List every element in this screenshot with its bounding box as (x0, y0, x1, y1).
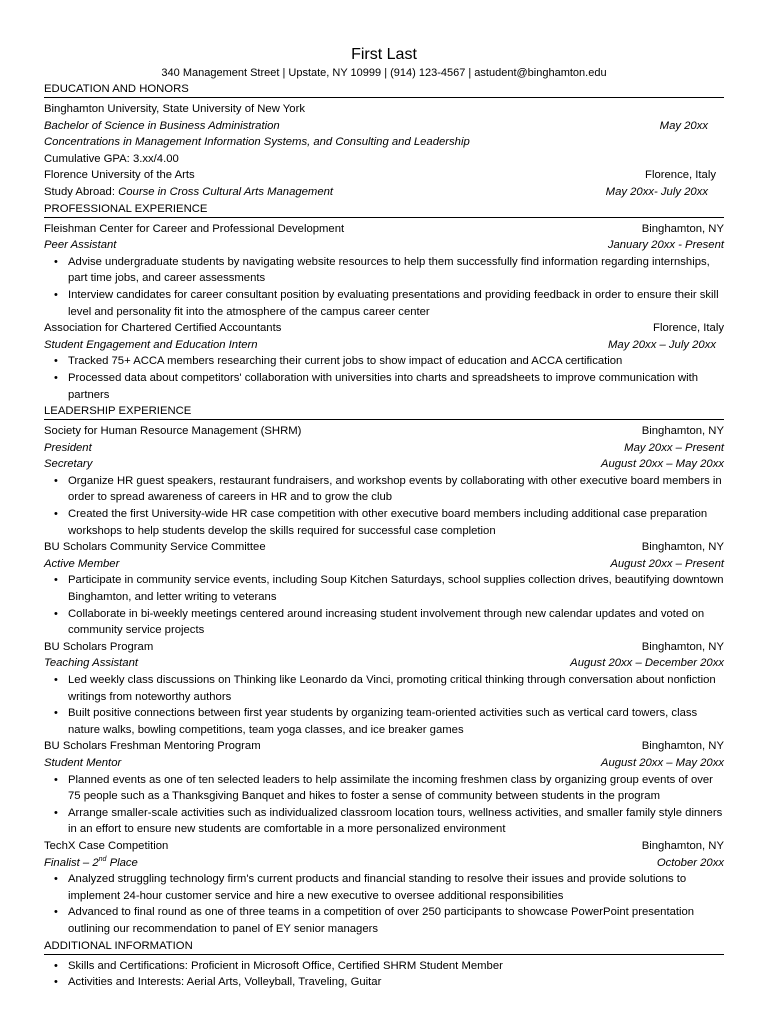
bullet-item: • Advise undergraduate students by navigating website resources to help them successfully find information regarding internships, part time jobs, and career assessments (66, 254, 724, 287)
job-date: January 20xx - Present (607, 239, 724, 252)
job-header-row (44, 639, 724, 656)
role-superscript: nd (98, 855, 107, 863)
job-org: Association for Chartered Certified Accountants (44, 322, 282, 335)
job-org: Society for Human Resource Management (SHRM) (44, 425, 302, 438)
bullet-item: • Arrange smaller-scale activities such as individualized classroom location tours, wellness activities, and smaller family style dinners in an effort to ensure new students are comfortable in a more personalized environment (66, 805, 724, 838)
job-bullets (44, 572, 724, 638)
job-role-row (44, 855, 724, 872)
study-abroad-school-row (44, 167, 724, 184)
job-role-row (44, 655, 724, 672)
job-role: Peer Assistant (44, 239, 117, 252)
bullet-item: • Advanced to final round as one of three teams in a competition of over 250 participants to showcase PowerPoint presentation outlining our recommendation to panel of EY senior managers (66, 904, 724, 937)
study-abroad-course: Course in Cross Cultural Arts Management (118, 185, 334, 198)
activities-label: Activities and Interests: (68, 976, 185, 989)
job-header-row (44, 423, 724, 440)
gpa-line: Cumulative GPA: 3.xx/4.00 (44, 152, 179, 165)
school-location-2: Florence, Italy (645, 169, 716, 182)
role-prefix: Finalist – 2 (44, 856, 99, 869)
job-role (44, 855, 138, 872)
job-role-row (44, 456, 724, 473)
job-location: Binghamton, NY (641, 740, 724, 753)
resume-page (44, 46, 724, 991)
job-header-row (44, 221, 724, 238)
degree-name: Bachelor of Science in Business Administration (44, 119, 280, 132)
study-abroad-label: Study Abroad: (44, 185, 119, 198)
bullet-item: • Tracked 75+ ACCA members researching their current jobs to show impact of education and ACCA certification (66, 353, 724, 370)
job-org: TechX Case Competition (44, 839, 169, 852)
study-abroad-date: May 20xx- July 20xx (605, 185, 708, 198)
job-header-row (44, 539, 724, 556)
additional-bullets (44, 958, 724, 991)
job-location: Binghamton, NY (641, 839, 724, 852)
bullet-item: • Created the first University-wide HR case competition with other executive board members including additional case preparation workshops to help students develop the skills required for successful case completion (66, 506, 724, 539)
bullet-item: • Analyzed struggling technology firm's current products and financial standing to resolve their issues and provide solutions to implement 24-hour customer service and hire a new executive to oversee additional responsibilities (66, 871, 724, 904)
job-role: Active Member (44, 557, 120, 570)
job-date: August 20xx – December 20xx (570, 657, 724, 670)
job-org: BU Scholars Freshman Mentoring Program (44, 740, 261, 753)
role-suffix: Place (106, 856, 138, 869)
job-header-row (44, 738, 724, 755)
activities-item (66, 974, 724, 991)
job-role: Student Engagement and Education Intern (44, 338, 258, 351)
job-location: Binghamton, NY (641, 640, 724, 653)
job-date: August 20xx – May 20xx (600, 458, 724, 471)
job-org: BU Scholars Community Service Committee (44, 541, 266, 554)
job-bullets (44, 672, 724, 738)
job-role-row (44, 440, 724, 457)
job-header-row (44, 838, 724, 855)
job-location: Binghamton, NY (641, 541, 724, 554)
job-bullets (44, 871, 724, 937)
study-abroad-row (44, 184, 724, 201)
skills-item (66, 958, 724, 975)
bullet-item: • Interview candidates for career consultant position by evaluating presentations and providing feedback in order to ensure their skill level and personality fit into the atmosphere of the campus career center (66, 287, 724, 320)
job-role-row (44, 556, 724, 573)
study-abroad-line (44, 184, 333, 201)
job-role: Secretary (44, 458, 93, 471)
activities-text: Aerial Arts, Volleyball, Traveling, Guitar (184, 976, 382, 989)
bullet-item: • Organize HR guest speakers, restaurant fundraisers, and workshop events by collaborating with other executive board members in order to spread awareness of careers in HR and to grow the club (66, 473, 724, 506)
job-role-row (44, 755, 724, 772)
resume-name: First Last (351, 46, 417, 63)
job-org: BU Scholars Program (44, 640, 154, 653)
education-school-row (44, 101, 724, 118)
section-title-professional: PROFESSIONAL EXPERIENCE (44, 202, 724, 218)
job-org: Fleishman Center for Career and Professional Development (44, 222, 345, 235)
education-degree-row (44, 118, 724, 135)
bullet-item: • Collaborate in bi-weekly meetings centered around increasing student involvement through new calendar updates and voted on community service projects (66, 606, 724, 639)
contact-line: 340 Management Street | Upstate, NY 10999 | (914) 123-4567 | astudent@binghamton.edu (161, 67, 607, 79)
job-role: Student Mentor (44, 756, 122, 769)
job-role-row (44, 337, 724, 354)
job-location: Binghamton, NY (641, 425, 724, 438)
skills-label: Skills and Certifications: (68, 959, 188, 972)
job-date: October 20xx (656, 856, 724, 869)
job-date: May 20xx – July 20xx (608, 338, 716, 351)
job-bullets (44, 772, 724, 838)
job-bullets (44, 254, 724, 320)
concentrations-line: Concentrations in Management Information Systems, and Consulting and Leadership (44, 136, 470, 149)
job-header-row (44, 320, 724, 337)
school-name: Binghamton University, State University of New York (44, 103, 305, 115)
bullet-item: • Led weekly class discussions on Thinking like Leonardo da Vinci, promoting critical thinking through conversation about nonfiction writings from noteworthy authors (66, 672, 724, 705)
job-bullets (44, 473, 724, 539)
bullet-item: • Built positive connections between first year students by organizing team-oriented activities such as vertical card towers, class nature walks, bowling competitions, team yoga classes, and ice breaker games (66, 705, 724, 738)
job-date: August 20xx – Present (610, 557, 724, 570)
bullet-item: • Participate in community service events, including Soup Kitchen Saturdays, school supplies collection drives, beautifying downtown Binghamton, and letter writing to veterans (66, 572, 724, 605)
job-role: Teaching Assistant (44, 657, 138, 670)
skills-text: Proficient in Microsoft Office, Certified SHRM Student Member (187, 959, 503, 972)
bullet-item: • Planned events as one of ten selected leaders to help assimilate the incoming freshmen class by organizing group events of over 75 people such as a Thanksgiving Banquet and hikes to foster a sense of community between students in the program (66, 772, 724, 805)
job-bullets (44, 353, 724, 403)
section-title-additional: ADDITIONAL INFORMATION (44, 939, 724, 955)
school-name-2: Florence University of the Arts (44, 169, 195, 182)
job-date: August 20xx – May 20xx (600, 756, 724, 769)
degree-date: May 20xx (659, 119, 708, 132)
job-role: President (44, 441, 92, 454)
bullet-item: • Processed data about competitors' collaboration with universities into charts and spreadsheets to improve communication with partners (66, 370, 724, 403)
job-location: Florence, Italy (653, 322, 724, 335)
section-title-education: EDUCATION AND HONORS (44, 82, 724, 98)
section-title-leadership: LEADERSHIP EXPERIENCE (44, 404, 724, 420)
job-date: May 20xx – Present (624, 441, 724, 454)
job-location: Binghamton, NY (641, 222, 724, 235)
job-role-row (44, 237, 724, 254)
